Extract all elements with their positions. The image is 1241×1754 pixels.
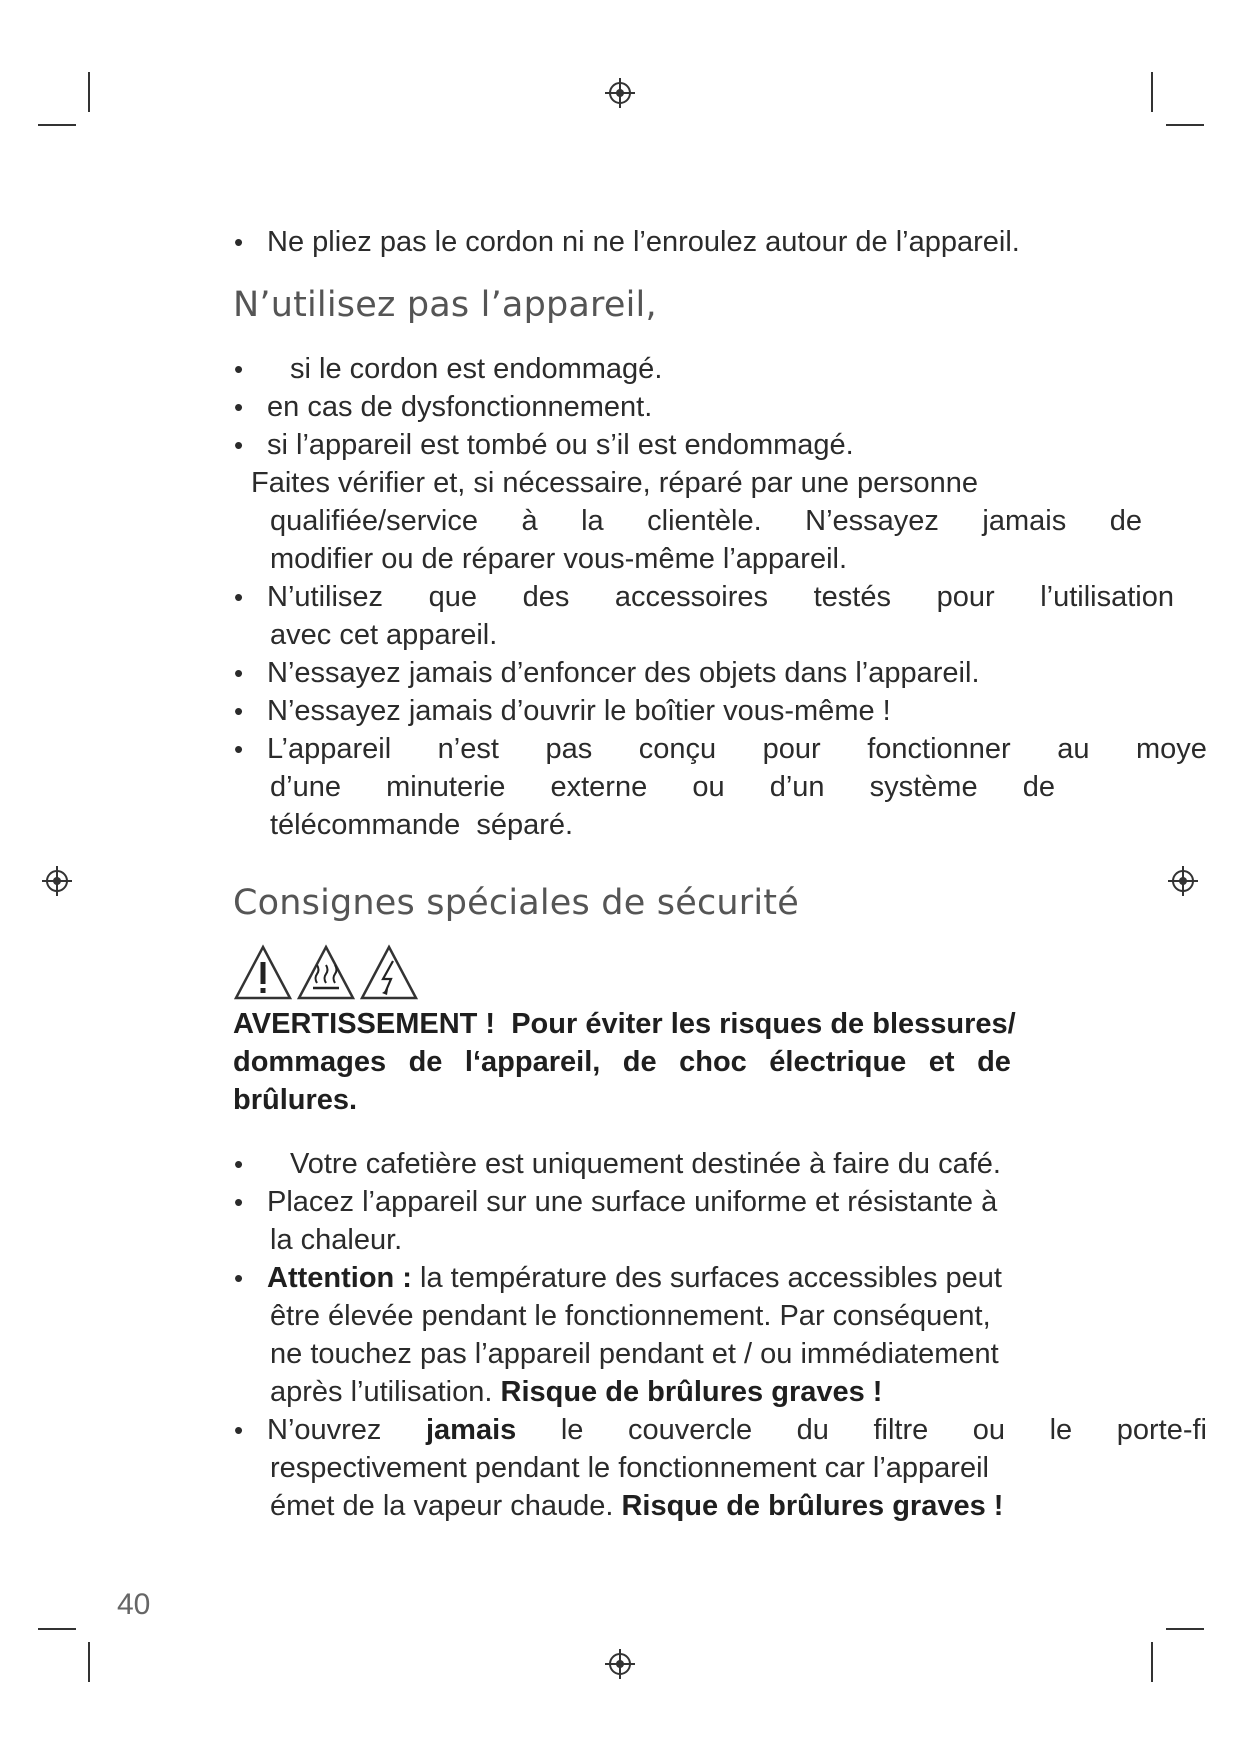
paragraph-line: télécommande séparé. — [270, 809, 574, 841]
bullet: • — [234, 1263, 244, 1293]
safety-icons — [233, 943, 419, 1003]
list-item: en cas de dysfonctionnement. — [267, 391, 653, 423]
warning-triangle-icon — [236, 947, 290, 998]
registration-mark-icon — [603, 76, 637, 110]
crop-mark — [1151, 72, 1153, 112]
section-heading: N’utilisez pas l’appareil, — [233, 285, 657, 325]
list-item: Ne pliez pas le cordon ni ne l’enroulez autour de l’appareil. — [267, 226, 1020, 258]
list-item: N’essayez jamais d’enfoncer des objets dans l’appareil. — [267, 657, 980, 689]
bullet: • — [234, 430, 244, 460]
paragraph-line: avec cet appareil. — [270, 619, 498, 651]
bullet: • — [234, 734, 244, 764]
paragraph-line: Faites vérifier et, si nécessaire, réparé par une personne — [251, 467, 978, 499]
warning-text: brûlures. — [233, 1084, 358, 1116]
registration-mark-icon — [40, 864, 74, 898]
crop-mark — [1166, 124, 1204, 126]
warning-text: AVERTISSEMENT ! Pour éviter les risques de blessures/ — [233, 1008, 1016, 1040]
paragraph-line: respectivement pendant le fonctionnement car l’appareil — [270, 1452, 989, 1484]
paragraph-line: modifier ou de réparer vous-même l’appareil. — [270, 543, 848, 575]
registration-mark-icon — [603, 1647, 637, 1681]
bullet: • — [234, 658, 244, 688]
page-number: 40 — [117, 1588, 151, 1621]
list-item: si le cordon est endommagé. — [290, 353, 663, 385]
paragraph-line: d’une minuterie externe ou d’un système de — [270, 771, 1055, 803]
bullet: • — [234, 1415, 244, 1445]
list-item: Votre cafetière est uniquement destinée à faire du café. — [290, 1148, 1001, 1180]
bullet: • — [234, 227, 244, 257]
bullet: • — [234, 1149, 244, 1179]
paragraph-line: ne touchez pas l’appareil pendant et / ou immédiatement — [270, 1338, 999, 1370]
bullet: • — [234, 582, 244, 612]
list-item: L’appareil n’est pas conçu pour fonctionner au moye — [267, 733, 1207, 765]
crop-mark — [1166, 1628, 1204, 1630]
registration-mark-icon — [1166, 864, 1200, 898]
paragraph-line: émet de la vapeur chaude. Risque de brûlures graves ! — [270, 1490, 1004, 1522]
list-item: Placez l’appareil sur une surface uniforme et résistante à — [267, 1186, 998, 1218]
list-item: N’utilisez que des accessoires testés pour l’utilisation — [267, 581, 1174, 613]
crop-mark — [88, 72, 90, 112]
paragraph-line: être élevée pendant le fonctionnement. Par conséquent, — [270, 1300, 991, 1332]
paragraph-line: après l’utilisation. Risque de brûlures graves ! — [270, 1376, 883, 1408]
bullet: • — [234, 354, 244, 384]
bullet: • — [234, 1187, 244, 1217]
section-heading: Consignes spéciales de sécurité — [233, 883, 799, 923]
bullet: • — [234, 696, 244, 726]
paragraph-line: qualifiée/service à la clientèle. N’essayez jamais de — [270, 505, 1142, 537]
warning-text: dommages de l‘appareil, de choc électrique et de — [233, 1046, 1011, 1078]
list-item: Attention : la température des surfaces accessibles peut — [267, 1262, 1002, 1294]
crop-mark — [38, 1628, 76, 1630]
list-item: si l’appareil est tombé ou s’il est endommagé. — [267, 429, 854, 461]
electric-shock-icon — [362, 947, 416, 998]
list-item: N’essayez jamais d’ouvrir le boîtier vous-même ! — [267, 695, 891, 727]
list-item: N’ouvrez jamais le couvercle du filtre ou le porte-fi — [267, 1414, 1207, 1446]
crop-mark — [88, 1642, 90, 1682]
hot-surface-icon — [299, 947, 353, 998]
bullet: • — [234, 392, 244, 422]
paragraph-line: la chaleur. — [270, 1224, 403, 1256]
crop-mark — [1151, 1642, 1153, 1682]
crop-mark — [38, 124, 76, 126]
